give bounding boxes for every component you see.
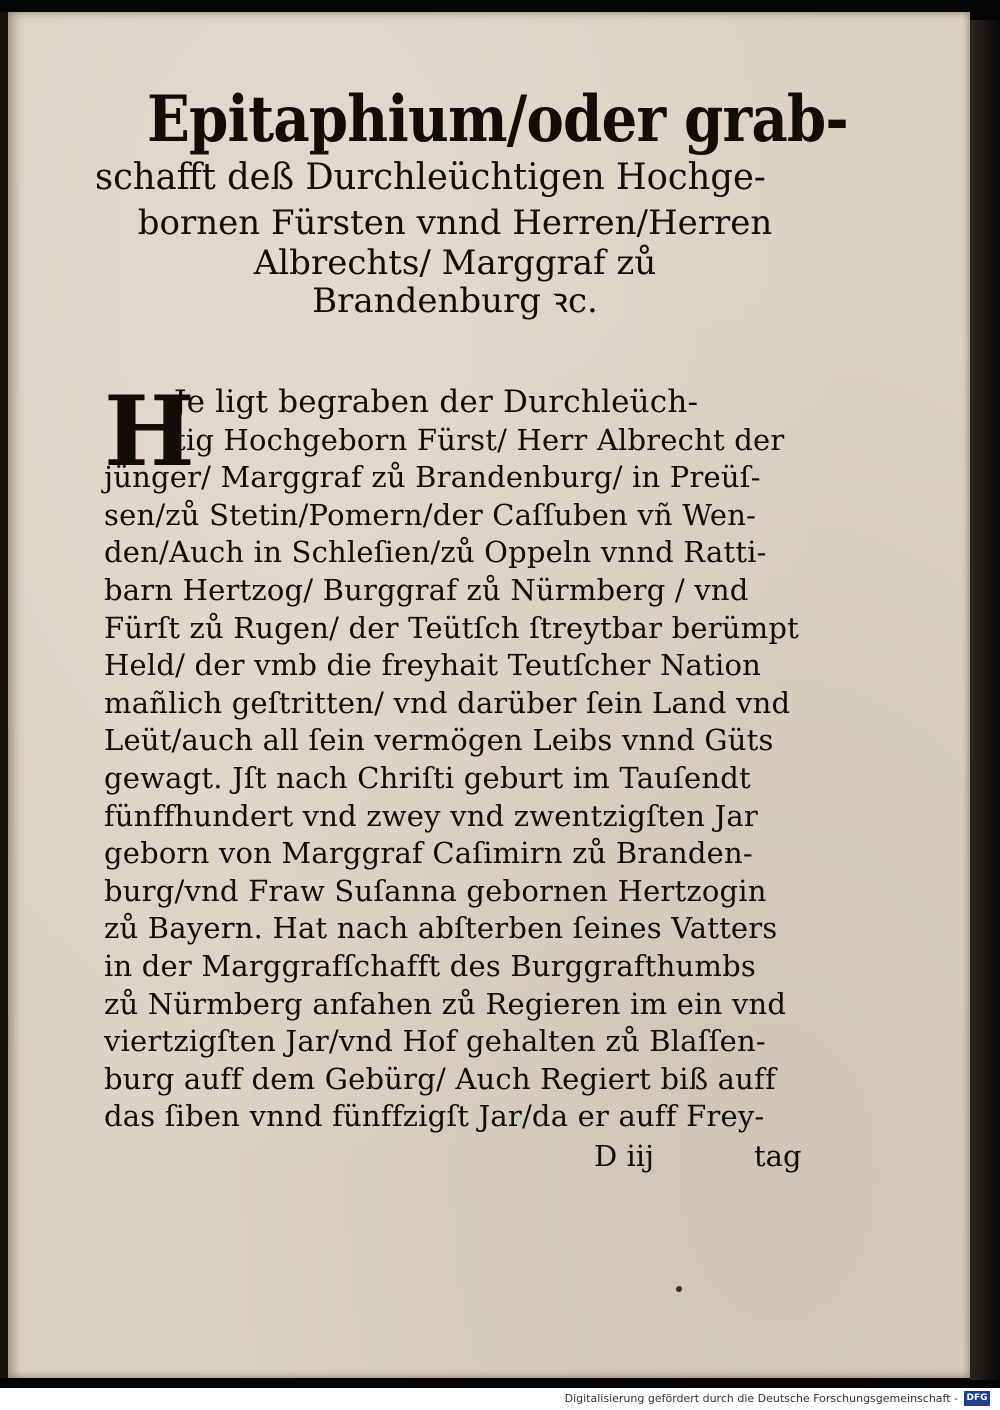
title-line-2: schafft deß Durchleüchtigen Hochge- bbox=[95, 157, 766, 198]
text-line: viertzigſten Jar/vnd Hof gehalten zů Blaſſen- bbox=[104, 1024, 766, 1059]
catchword: tag bbox=[754, 1138, 802, 1173]
text-line: Fürſt zů Rugen/ der Teütſch ſtreytbar berümpt bbox=[104, 610, 799, 645]
text-line: tig Hochgeborn Fürst/ Herr Albrecht der bbox=[174, 422, 785, 457]
text-line: zů Bayern. Hat nach abſterben ſeines Vatters bbox=[104, 911, 778, 946]
title-line-3: bornen Fürsten vnnd Herren/Herren bbox=[137, 203, 773, 243]
title-line-1: Epitaphium/oder grab- bbox=[147, 82, 848, 157]
text-line: sen/zů Stetin/Pomern/der Caſſuben vñ Wen- bbox=[104, 497, 757, 532]
text-line: zů Nürmberg anfahen zů Regieren im ein vnd bbox=[104, 986, 787, 1021]
text-line: jünger/ Marggraf zů Brandenburg/ in Preüſ- bbox=[104, 460, 761, 495]
page-edge bbox=[970, 20, 1000, 1380]
signature-mark: D iij bbox=[594, 1138, 655, 1173]
title-line-5: Brandenburg ꝛc. bbox=[312, 281, 598, 321]
text-line: burg auff dem Gebürg/ Auch Regiert biß auff bbox=[104, 1061, 776, 1096]
footer-bar bbox=[0, 1388, 1000, 1410]
text-line: Held/ der vmb die freyhait Teutſcher Nation bbox=[104, 648, 762, 683]
funding-notice: Digitalisierung gefördert durch die Deutsche Forschungsgemeinschaft - bbox=[564, 1392, 958, 1405]
text-line: Leüt/auch all ſein vermögen Leibs vnnd Güts bbox=[104, 723, 774, 758]
body-text bbox=[104, 375, 804, 1176]
text-line: das ſiben vnnd fünffzigſt Jar/da er auff Frey- bbox=[104, 1099, 765, 1134]
book-spine bbox=[0, 12, 8, 1378]
signature-line bbox=[104, 1136, 804, 1176]
text-line: den/Auch in Schleſien/zů Oppeln vnnd Ratti- bbox=[104, 535, 767, 570]
text-line: Je ligt begraben der Durchleüch- bbox=[174, 384, 699, 420]
text-line: fünffhundert vnd zwey vnd zwentzigſten Jar bbox=[104, 798, 758, 833]
dfg-logo-icon: DFG bbox=[964, 1391, 990, 1406]
title-line-4: Albrechts/ Marggraf zů bbox=[253, 243, 657, 283]
ink-spot bbox=[676, 1286, 682, 1292]
text-line: mañlich geſtritten/ vnd darüber ſein Land vnd bbox=[104, 685, 791, 720]
text-line: gewagt. Jſt nach Chriſti geburt im Tauſendt bbox=[104, 760, 751, 795]
text-line: burg/vnd Fraw Suſanna gebornen Hertzogin bbox=[104, 873, 767, 908]
text-line: geborn von Marggraf Caſimirn zů Branden- bbox=[104, 836, 753, 871]
page-title bbox=[95, 82, 848, 321]
text-line: barn Hertzog/ Burggraf zů Nürmberg / vnd bbox=[104, 572, 749, 607]
text-line: in der Marggrafſchafft des Burggrafthumbs bbox=[104, 948, 756, 983]
drop-cap: H bbox=[104, 375, 195, 488]
